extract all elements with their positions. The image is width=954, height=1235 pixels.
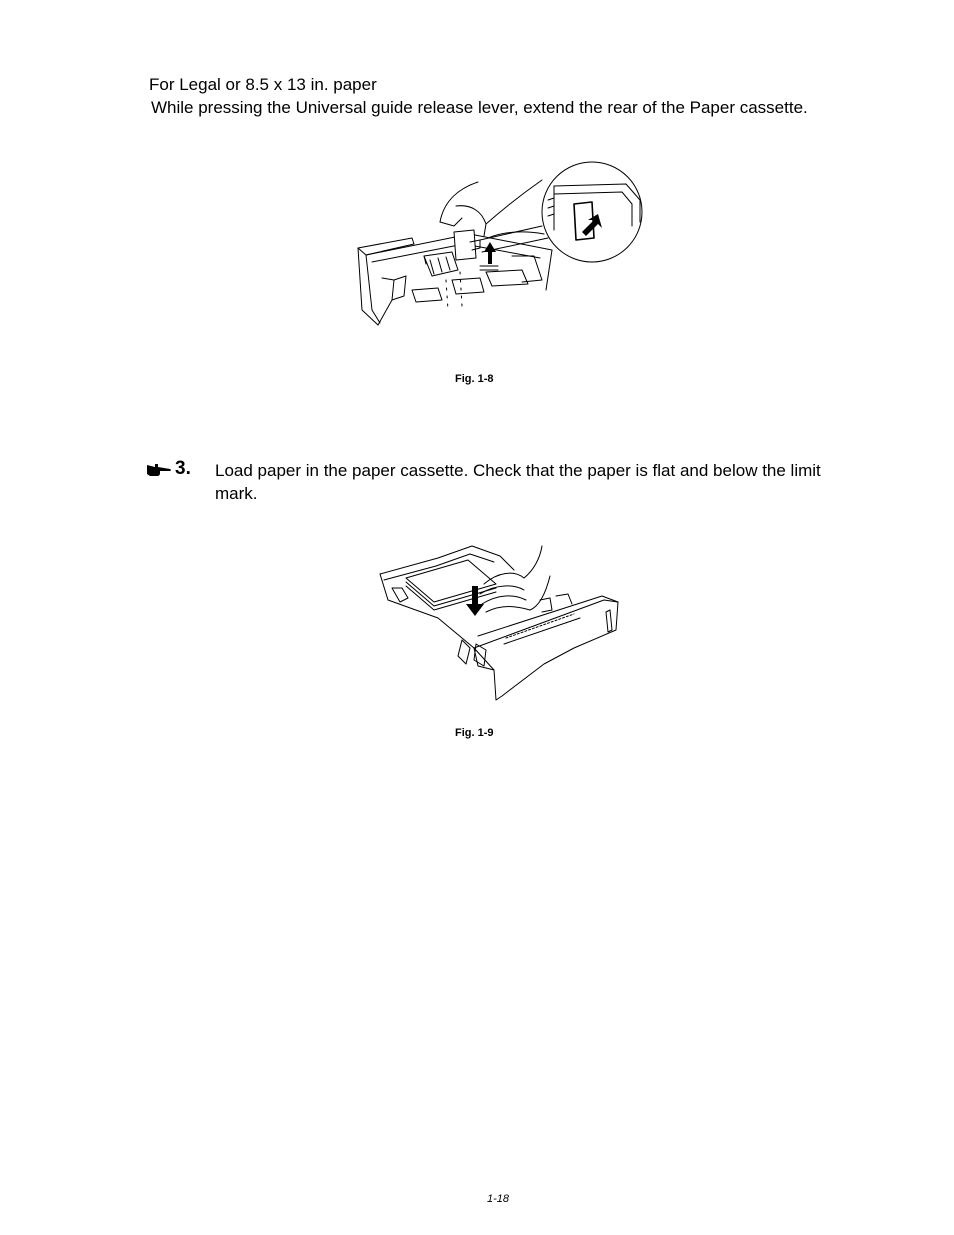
load-paper-illustration <box>374 540 624 706</box>
figure-1-8-caption: Fig. 1-8 <box>455 373 494 385</box>
step-3-number: 3. <box>175 458 191 479</box>
legal-paper-subheading: For Legal or 8.5 x 13 in. paper <box>149 75 377 94</box>
cassette-extension-illustration <box>352 160 644 330</box>
pointing-hand-icon <box>146 462 172 478</box>
step-3-text: Load paper in the paper cassette. Check that the paper is flat and below the limit mark. <box>215 461 821 503</box>
legal-paper-instruction: While pressing the Universal guide release lever, extend the rear of the Paper cassette. <box>151 98 808 117</box>
figure-1-9-caption: Fig. 1-9 <box>455 727 494 739</box>
page-number: 1-18 <box>487 1193 510 1205</box>
